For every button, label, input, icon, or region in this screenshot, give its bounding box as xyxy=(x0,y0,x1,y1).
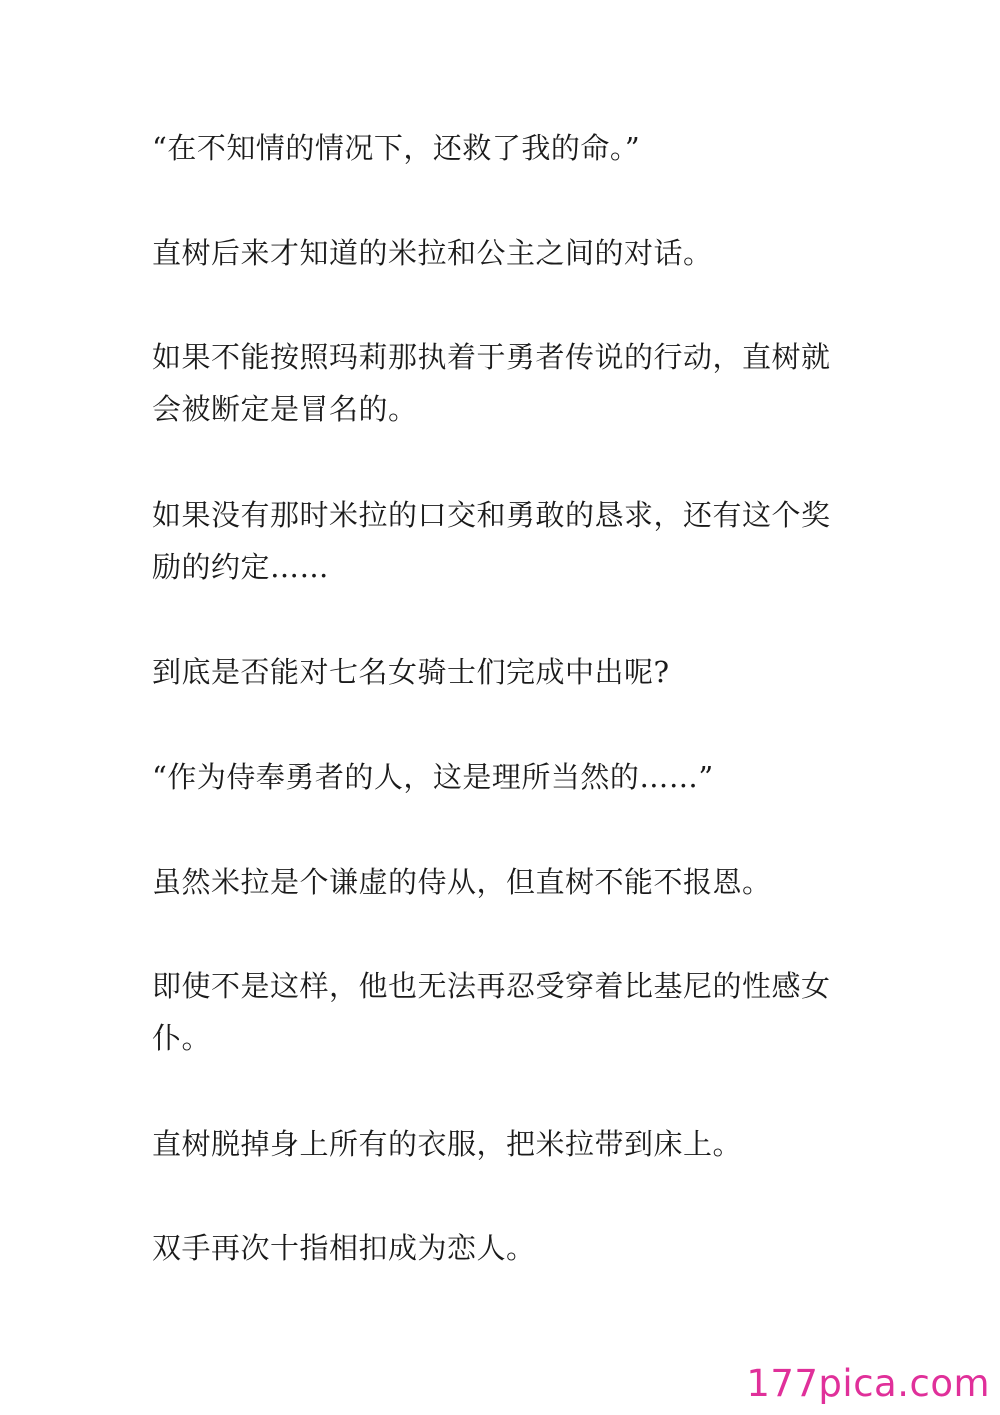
paragraph-8: 即使不是这样，他也无法再忍受穿着比基尼的性感女仆。 xyxy=(152,969,831,1055)
paragraph-9: 直树脱掉身上所有的衣服，把米拉带到床上。 xyxy=(152,1127,743,1161)
paragraph-3: 如果不能按照玛莉那执着于勇者传说的行动，直树就会被断定是冒名的。 xyxy=(152,340,831,426)
paragraph-7: 虽然米拉是个谦虚的侍从，但直树不能不报恩。 xyxy=(152,865,772,899)
paragraph-10: 双手再次十指相扣成为恋人。 xyxy=(152,1231,536,1265)
paragraph-1: “在不知情的情况下，还救了我的命。” xyxy=(152,131,641,165)
paragraph-2: 直树后来才知道的米拉和公主之间的对话。 xyxy=(152,236,713,270)
paragraph-4: 如果没有那时米拉的口交和勇敢的恳求，还有这个奖励的约定…… xyxy=(152,498,831,584)
paragraph-6: “作为侍奉勇者的人，这是理所当然的……” xyxy=(152,760,714,794)
paragraph-5: 到底是否能对七名女骑士们完成中出呢? xyxy=(152,655,670,689)
watermark-logo: 177pica.com xyxy=(746,1362,990,1405)
